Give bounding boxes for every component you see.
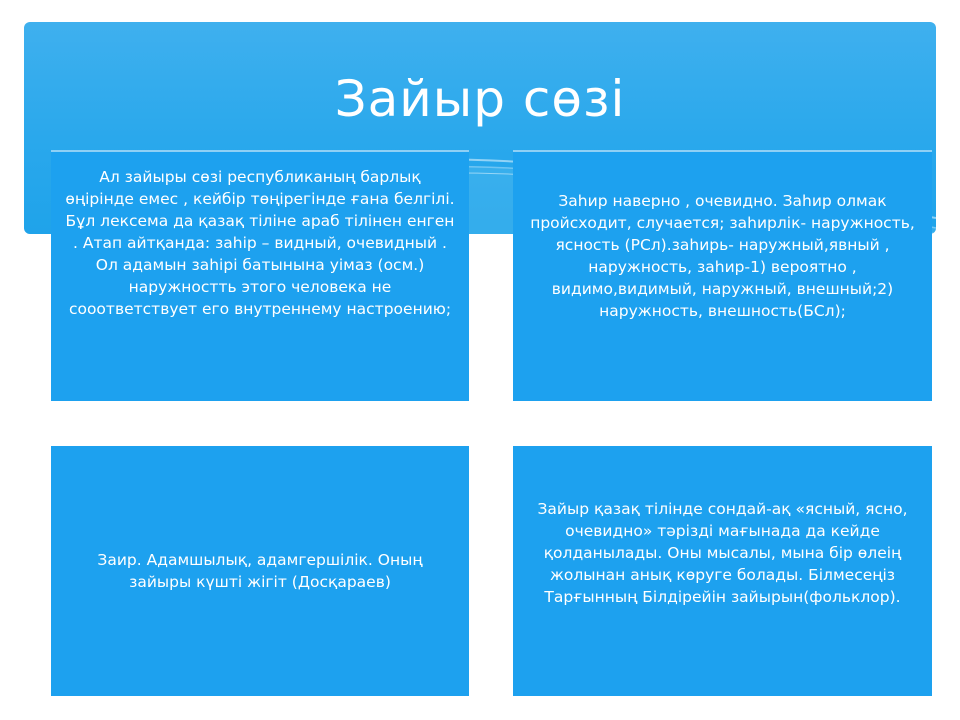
slide-title: Зайыр сөзі [334, 70, 626, 128]
card-3-text: Заир. Адамшылық, адамгершілік. Оның зайыры күшті жігіт (Досқараев) [97, 551, 423, 591]
card-4-text: Зайыр қазақ тілінде сондай-ақ «ясный, ясно, очевидно» тәрізді мағынада да кейде қолданылады. Оны мысалы, мына бір өлеің жолынан анық көруге болады. Білмесеңіз Тарғынның Білдірейін зайырын(фольклор). [537, 500, 908, 606]
content-card-4 [513, 446, 932, 696]
content-card-1 [51, 150, 469, 401]
content-card-2 [513, 150, 932, 401]
card-1-text: Ал зайыры сөзі республиканың барлық өңірінде емес , кейбір төңірегінде ғана белгілі. Бұл лексема да қазақ тіліне араб тілінен енген . Атап айтқанда: заһір – видный, очевидный . Ол адамын заһірі батынына уімаз (осм.) наружностть этого человека не сооответствует его внутреннему настроению; [65, 168, 455, 318]
card-2-text: Заһир наверно , очевидно. Заһир олмак пройсходит, случается; заһирлік- наружность, ясность (РСл).заһирь- наружный,явный , наружность, заһир-1) вероятно , видимо,видимый, наружный, внешный;2) наружность, внешность(БСл); [530, 192, 915, 320]
content-card-3 [51, 446, 469, 696]
